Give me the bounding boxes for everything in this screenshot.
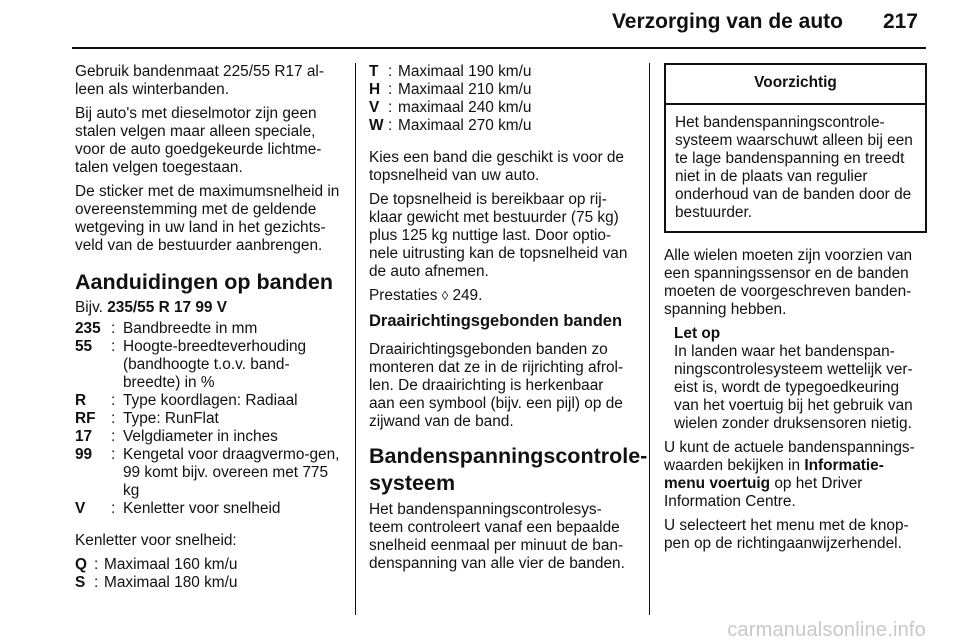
colon-separator: : bbox=[388, 63, 393, 80]
speed-index-list bbox=[75, 556, 341, 592]
definition-value: maximaal 240 km/u bbox=[398, 99, 532, 116]
definition-value: Type: RunFlat bbox=[123, 410, 219, 427]
section-heading: Bandenspanningscontrole-systeem bbox=[369, 444, 648, 495]
definition-row bbox=[369, 63, 632, 81]
definition-key: 55 bbox=[75, 338, 93, 355]
definition-key: Q bbox=[75, 556, 87, 573]
definition-row bbox=[75, 410, 341, 428]
cross-reference bbox=[369, 287, 632, 305]
column-1 bbox=[75, 63, 341, 606]
definition-value: Maximaal 270 km/u bbox=[398, 117, 532, 134]
paragraph: Bij auto's met dieselmotor zijn geen stalen velgen maar alleen speciale, voor de auto goedgekeurde lichtme-talen velgen toegestaan. bbox=[75, 105, 322, 176]
definition-value: Type koordlagen: Radiaal bbox=[123, 392, 298, 409]
colon-separator: : bbox=[111, 392, 116, 409]
text-run: U kunt de actuele bandenspannings-waarden bekijken in bbox=[664, 439, 915, 474]
subsection-heading: Draairichtingsgebonden banden bbox=[369, 312, 623, 330]
definition-row bbox=[75, 446, 341, 500]
header-title: Verzorging van de auto bbox=[611, 10, 843, 33]
definition-row bbox=[75, 428, 341, 446]
definition-row bbox=[75, 500, 341, 518]
paragraph: Kies een band die geschikt is voor de topsnelheid van uw auto. bbox=[369, 149, 624, 184]
paragraph bbox=[664, 439, 927, 511]
definition-value: Hoogte-breedteverhouding (bandhoogte t.o.v. band-breedte) in % bbox=[123, 338, 307, 391]
reference-page: 249. bbox=[452, 287, 483, 304]
definition-value: Maximaal 160 km/u bbox=[104, 556, 238, 573]
paragraph: De topsnelheid is bereikbaar op rij-klaar gewicht met bestuurder (75 kg) plus 125 kg nuttige last. Door optio-nele uitrusting kan de topsnelheid van de auto afnemen. bbox=[369, 191, 628, 280]
definition-key: V bbox=[75, 500, 86, 517]
definition-key: 99 bbox=[75, 446, 93, 463]
definition-row bbox=[75, 320, 341, 338]
colon-separator: : bbox=[111, 500, 116, 517]
column-divider bbox=[355, 63, 356, 615]
example-prefix: Bijv. bbox=[75, 299, 103, 316]
paragraph: Draairichtingsgebonden banden zo monteren dat ze in de rijrichting afrol-len. De draairichting is herkenbaar aan een symbool (bijv. een pijl) op de zijwand van de band. bbox=[369, 341, 624, 430]
definition-row bbox=[75, 338, 341, 392]
definition-value: Kenletter voor snelheid bbox=[123, 500, 281, 517]
colon-separator: : bbox=[94, 574, 99, 591]
note-body: In landen waar het bandenspan-ningscontrolesysteem wettelijk ver-eist is, wordt de typegoedkeuring van het voertuig bij het gebruik van wielen zonder druksensoren nietig. bbox=[674, 343, 913, 432]
section-heading: Aanduidingen op banden bbox=[75, 270, 333, 294]
colon-separator: : bbox=[388, 99, 393, 116]
colon-separator: : bbox=[111, 428, 116, 445]
definition-value: Maximaal 180 km/u bbox=[104, 574, 238, 591]
reference-label: Prestaties bbox=[369, 287, 438, 304]
definition-row bbox=[75, 556, 341, 574]
definition-value: Velgdiameter in inches bbox=[123, 428, 278, 445]
note-title: Let op bbox=[674, 325, 721, 342]
definition-key: T bbox=[369, 63, 379, 80]
definition-value: Maximaal 190 km/u bbox=[398, 63, 532, 80]
definition-key: 17 bbox=[75, 428, 93, 445]
definition-key: V bbox=[369, 99, 380, 116]
column-3 bbox=[664, 63, 927, 559]
header-rule bbox=[72, 47, 926, 49]
definition-key: R bbox=[75, 392, 87, 409]
column-divider bbox=[649, 63, 650, 615]
menu-name: Informatie- menu voertuig bbox=[664, 457, 884, 492]
paragraph: Het bandenspanningscontrolesys-teem controleert vanaf een bepaalde snelheid eenmaal per minuut de ban-denspanning van alle vier de banden. bbox=[369, 501, 625, 572]
page-number: 217 bbox=[882, 10, 918, 33]
paragraph: Gebruik bandenmaat 225/55 R17 al-leen als winterbanden. bbox=[75, 63, 324, 98]
colon-separator: : bbox=[111, 410, 116, 427]
colon-separator: : bbox=[111, 320, 116, 337]
paragraph: U selecteert het menu met de knop-pen op de richtingaanwijzerhendel. bbox=[664, 517, 909, 552]
colon-separator: : bbox=[388, 117, 393, 134]
caution-body: Het bandenspanningscontrole-systeem waarschuwt alleen bij een te lage bandenspanning en treedt niet in de plaats van regulier onderhoud van de banden door de bestuurder. bbox=[675, 114, 913, 221]
note bbox=[674, 325, 927, 433]
reference-arrow-icon: ◊ bbox=[441, 288, 449, 303]
caution-box bbox=[664, 63, 927, 233]
text-run: op het Driver Information Centre. bbox=[664, 475, 863, 510]
definition-key: RF bbox=[75, 410, 96, 427]
tyre-code-list bbox=[75, 320, 341, 518]
colon-separator: : bbox=[388, 81, 393, 98]
paragraph: Alle wielen moeten zijn voorzien van een spanningssensor en de banden moeten de voorgeschreven banden-spanning hebben. bbox=[664, 247, 913, 318]
column-2 bbox=[369, 63, 648, 579]
speed-index-list bbox=[369, 63, 632, 135]
definition-key: S bbox=[75, 574, 86, 591]
colon-separator: : bbox=[94, 556, 99, 573]
definition-row bbox=[75, 574, 341, 592]
definition-row bbox=[369, 99, 632, 117]
definition-value: Bandbreedte in mm bbox=[123, 320, 258, 337]
colon-separator: : bbox=[111, 338, 116, 355]
example-code: 235/55 R 17 99 V bbox=[107, 299, 228, 316]
watermark: carmanualsonline.info bbox=[727, 619, 926, 641]
definition-row bbox=[369, 81, 632, 99]
definition-key: H bbox=[369, 81, 381, 98]
caution-title: Voorzichtig bbox=[666, 65, 925, 105]
definition-value: Maximaal 210 km/u bbox=[398, 81, 532, 98]
example-line bbox=[75, 299, 341, 317]
paragraph: Kenletter voor snelheid: bbox=[75, 532, 237, 549]
definition-row bbox=[75, 392, 341, 410]
definition-key: W bbox=[369, 117, 384, 134]
definition-key: 235 bbox=[75, 320, 101, 337]
definition-value: Kengetal voor draagvermo-gen, 99 komt bijv. overeen met 775 kg bbox=[123, 446, 340, 499]
paragraph: De sticker met de maximumsnelheid in overeenstemming met de geldende wetgeving in uw land in het gezichts-veld van de bestuurder aanbrengen. bbox=[75, 183, 340, 254]
definition-row bbox=[369, 117, 632, 135]
colon-separator: : bbox=[111, 446, 116, 463]
